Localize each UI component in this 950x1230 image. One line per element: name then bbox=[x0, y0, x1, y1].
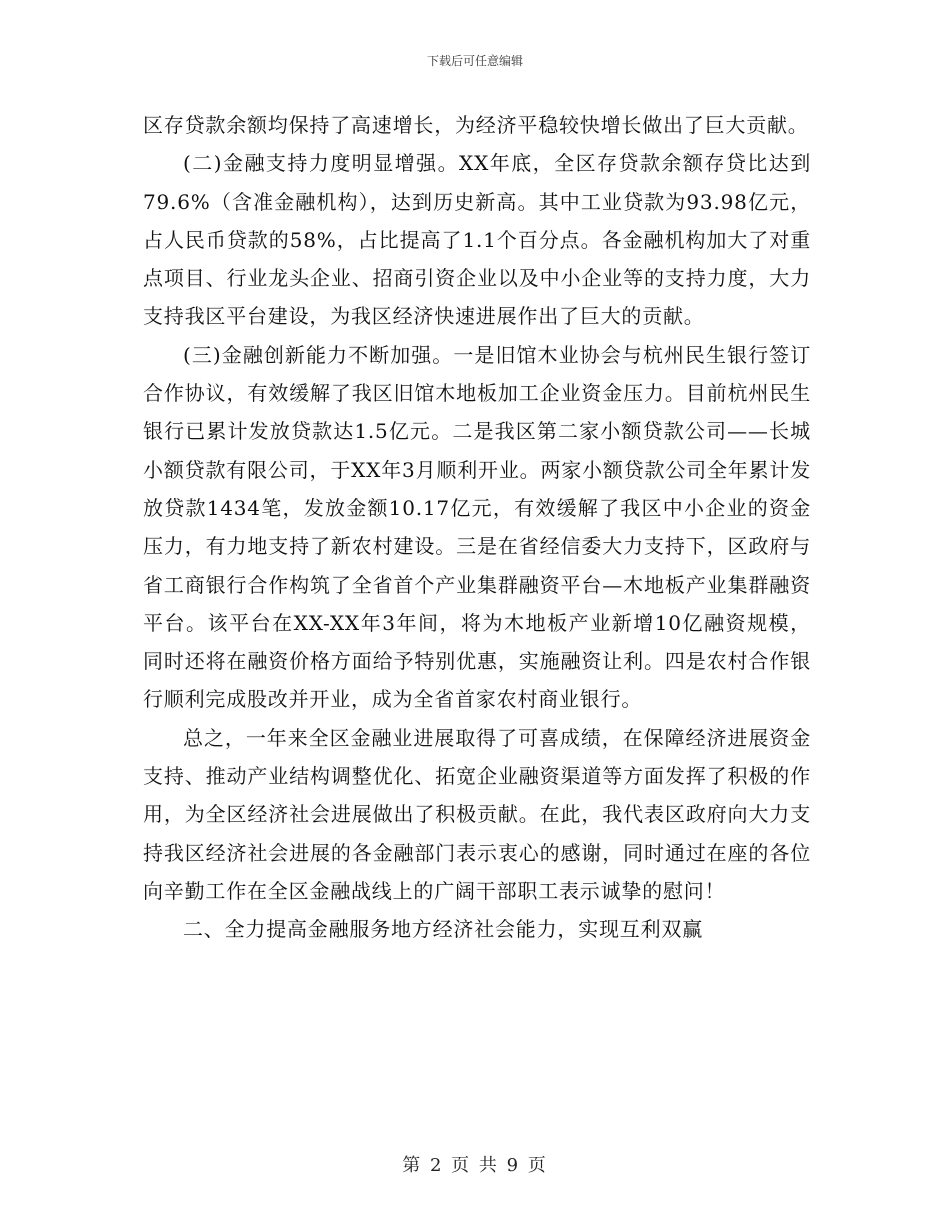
page-header: 下载后可任意编辑 bbox=[426, 54, 523, 68]
paragraph-summary: 总之，一年来全区金融业进展取得了可喜成绩，在保障经济进展资金支持、推动产业结构调整优化、拓宽企业融资渠道等方面发挥了积极的作用，为全区经济社会进展做出了积极贡献。在此，我代表区政府向大力支持我区经济社会进展的各金融部门表示衷心的感谢，同时通过在座的各位向辛勤工作在全区金融战线上的广阔干部职工表示诚挚的慰问！ bbox=[143, 725, 811, 903]
paragraph-financial-innovation: (三)金融创新能力不断加强。一是旧馆木业协会与杭州民生银行签订合作协议，有效缓解了我区旧馆木地板加工企业资金压力。目前杭州民生银行已累计发放贷款达1.5亿元。二是我区第二家小额贷款公司——长城小额贷款有限公司，于XX年3月顺利开业。两家小额贷款公司全年累计发放贷款1434笔，发放金额10.17亿元，有效缓解了我区中小企业的资金压力，有力地支持了新农村建设。三是在省经信委大力支持下，区政府与省工商银行合作构筑了全省首个产业集群融资平台—木地板产业集群融资平台。该平台在XX-XX年3年间，将为木地板产业新增10亿融资规模，同时还将在融资价格方面给予特别优惠，实施融资让利。四是农村合作银行顺利完成股改并开业，成为全省首家农村商业银行。 bbox=[143, 342, 811, 712]
document-body bbox=[143, 106, 811, 949]
paragraph-financial-support: (二)金融支持力度明显增强。XX年底，全区存贷款余额存贷比达到79.6%（含准金融机构），达到历史新高。其中工业贷款为93.98亿元，占人民币贷款的58%，占比提高了1.1个百分点。各金融机构加大了对重点项目、行业龙头企业、招商引资企业以及中小企业等的支持力度，大力支持我区平台建设，为我区经济快速进展作出了巨大的贡献。 bbox=[143, 151, 811, 329]
section-heading: 二、全力提高金融服务地方经济社会能力，实现互利双赢 bbox=[183, 917, 703, 942]
paragraph-continuation: 区存贷款余额均保持了高速增长，为经济平稳较快增长做出了巨大贡献。 bbox=[143, 113, 809, 137]
page-number: 第 2 页 共 9 页 bbox=[402, 1155, 548, 1176]
